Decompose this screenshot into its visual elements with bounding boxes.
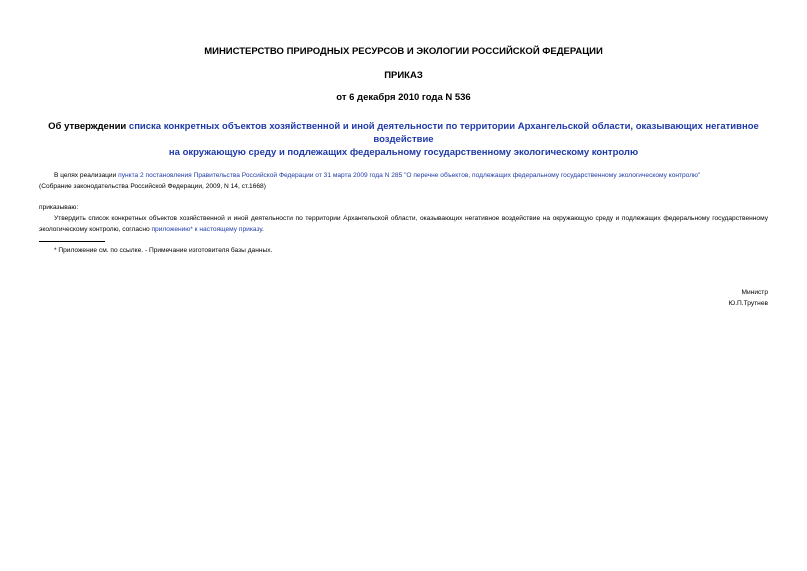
intro-prefix: В целях реализации [54, 172, 119, 179]
intro-source: (Собрание законодательства Российской Федерации, 2009, N 14, ст.1668) [39, 183, 266, 190]
title-prefix: Об утверждении [48, 121, 129, 132]
footnote-text: * Приложение см. по ссылке. - Примечание изготовителя базы данных. [54, 247, 273, 254]
title-link-line1[interactable]: списка конкретных объектов хозяйственной и иной деятельности по территории Архангельской области, оказывающих негативное воздействие [128, 121, 759, 145]
ministry-heading: МИНИСТЕРСТВО ПРИРОДНЫХ РЕСУРСОВ И ЭКОЛОГИИ РОССИЙСКОЙ ФЕДЕРАЦИИ [204, 46, 603, 57]
signature-position: Министр [741, 289, 768, 296]
intro-link[interactable]: пункта 2 постановления Правительства Российской Федерации от 31 марта 2009 года N 285 "О перечне объектов, подлежащих федеральному государственному экологическому контролю" [118, 172, 701, 179]
doc-type-heading: ПРИКАЗ [384, 70, 423, 81]
signature-name: Ю.П.Трутнев [728, 300, 768, 307]
intro-paragraph [39, 170, 768, 181]
footnote-divider [39, 241, 105, 242]
title-link-line2[interactable]: на окружающую среду и подлежащих федеральному государственному экологическому контролю [168, 147, 639, 158]
approve-text: Утвердить список конкретных объектов хозяйственной и иной деятельности по территории Архангельской области, оказывающих негативное воздействие на окружающую среду и подлежащих федеральному государственному экологическому контролю, согласно [39, 215, 768, 233]
date-number-heading: от 6 декабря 2010 года N 536 [336, 92, 471, 103]
document-title [40, 120, 767, 159]
approve-paragraph [39, 213, 768, 235]
approve-link[interactable]: приложению* к настоящему приказу [151, 226, 263, 233]
approve-end: . [262, 226, 264, 233]
order-word: приказываю: [39, 204, 79, 211]
